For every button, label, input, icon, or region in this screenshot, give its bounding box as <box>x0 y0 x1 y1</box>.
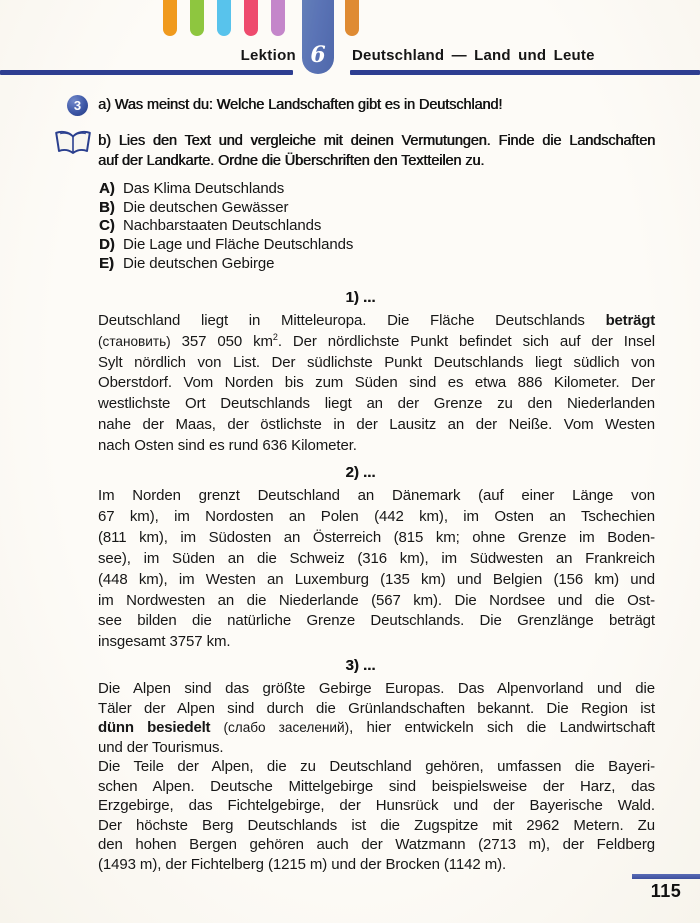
section-3-heading: 3) ... <box>345 657 376 674</box>
headings-options-list <box>99 180 656 274</box>
text-line: auf der Landkarte. Ordne die Überschriften den Textteilen zu. <box>98 152 485 169</box>
option-text: Die deutschen Gewässer <box>123 198 289 216</box>
footer-accent-bar <box>632 874 700 879</box>
text-line: (становить) 357 050 $km^2$. Der nördlichste Punkt befindet sich auf der Insel <box>98 331 655 350</box>
option-letter: B) <box>99 198 115 216</box>
text-line: a) Was meinst du: Welche Landschaften gibt es in Deutschland! <box>98 97 503 113</box>
text-line: Im Norden grenzt Deutschland an Dänemark (auf einer Länge von <box>98 487 655 504</box>
text-line: nahe der Maas, der östlichste in der Lausitz an der Neiße. Vom Westen <box>98 415 655 433</box>
text-line: im Nordwesten an die Niederlande (567 km). Die Nordsee und die Ost- <box>98 591 655 609</box>
text-line: 67 km), im Nordosten an Polen (442 km), im Osten an Tschechien <box>98 507 655 525</box>
option-letter: E) <box>99 254 114 272</box>
header-color-stripes <box>163 0 285 36</box>
text-line: Täler der Alpen sind durch die Grünlandschaften bekannt. Die Region ist <box>98 699 655 717</box>
option-text: Die deutschen Gebirge <box>123 254 275 272</box>
section-1-text <box>98 311 655 457</box>
text-line: nach Osten sind es rund 636 Kilometer. <box>98 436 357 454</box>
text-line: see bilden die natürliche Grenze Deutschlands. Die Grenzlänge beträgt <box>98 612 655 630</box>
text-line: und der Tourismus. <box>98 738 224 756</box>
lektion-label: Lektion <box>240 47 296 64</box>
chapter-title: Deutschland — Land und Leute <box>352 47 595 64</box>
text-line: Die Alpen sind das größte Gebirge Europas. Das Alpenvorland und die <box>98 680 655 697</box>
color-stripe-icon <box>244 0 258 36</box>
list-item <box>99 255 656 274</box>
list-item <box>99 199 656 218</box>
text-line: Erzgebirge, das Fichtelgebirge, der Hunsrück und der Bayerische Wald. <box>98 797 655 814</box>
text-line: Deutschland liegt in Mitteleuropa. Die Fläche Deutschlands beträgt <box>98 312 655 329</box>
page-number: 115 <box>650 881 682 901</box>
option-text: Die Lage und Fläche Deutschlands <box>123 236 354 254</box>
option-letter: A) <box>99 180 115 197</box>
task-a-instruction <box>98 96 655 116</box>
section-3-text <box>98 679 655 874</box>
header-rule-left <box>0 70 293 75</box>
text-line: Oberstdorf. Vom Norden bis zum Süden sind es etwa 886 Kilometer. Der <box>98 374 655 392</box>
text-line: Die Teile der Alpen, die zu Deutschland gehören, umfassen die Bayeri- <box>98 758 655 775</box>
text-line: dünn besiedelt (слабо заселений), hier entwickeln sich die Landwirtschaft <box>98 719 655 736</box>
open-book-icon <box>53 129 93 158</box>
text-line: (1493 m), der Fichtelberg (1215 m) und der Brocken (1142 m). <box>98 855 507 873</box>
text-line: Sylt nördlich von List. Der südlichste Punkt Deutschlands liegt südlich von <box>98 353 655 371</box>
list-item <box>99 217 656 236</box>
text-line: (811 km), im Südosten an Österreich (815 km; ohne Grenze im Boden- <box>98 528 655 546</box>
lesson-number-tab <box>302 0 334 74</box>
text-line: den hohen Bergen gehören auch der Watzmann (2713 m), der Feldberg <box>98 836 655 853</box>
lesson-number: 6 <box>310 42 326 68</box>
option-letter: D) <box>99 236 115 254</box>
color-stripe-icon <box>345 0 359 36</box>
section-1-heading: 1) ... <box>345 289 376 306</box>
exercise-number-badge: 3 <box>67 95 88 116</box>
color-stripe-icon <box>217 0 231 36</box>
text-line: westlichste Ort Deutschlands liegt an der Grenze zu den Niederlanden <box>98 395 655 413</box>
list-item <box>99 236 656 255</box>
option-text: Das Klima Deutschlands <box>123 180 285 197</box>
list-item <box>99 180 656 199</box>
color-stripe-icon <box>163 0 177 36</box>
text-line: (448 km), im Westen an Luxemburg (135 km) und Belgien (156 km) und <box>98 570 655 588</box>
text-line: Der höchste Berg Deutschlands ist die Zugspitze mit 2962 Metern. Zu <box>98 816 655 834</box>
color-stripe-icon <box>190 0 204 36</box>
text-line: see), im Süden an die Schweiz (316 km), im Südwesten an Frankreich <box>98 549 655 567</box>
text-line: insgesamt 3757 km. <box>98 633 231 651</box>
text-line: b) Lies den Text und vergleiche mit deinen Vermutungen. Finde die Landschaften <box>98 133 655 149</box>
option-text: Nachbarstaaten Deutschlands <box>123 217 322 235</box>
section-2-text <box>98 486 655 653</box>
header-rule-right <box>350 70 700 75</box>
option-letter: C) <box>99 217 115 235</box>
task-b-instruction <box>98 132 655 171</box>
text-line: schen Alpen. Deutsche Mittelgebirge sind beispielsweise der Harz, das <box>98 777 655 795</box>
section-2-heading: 2) ... <box>345 464 376 481</box>
color-stripe-icon <box>271 0 285 36</box>
